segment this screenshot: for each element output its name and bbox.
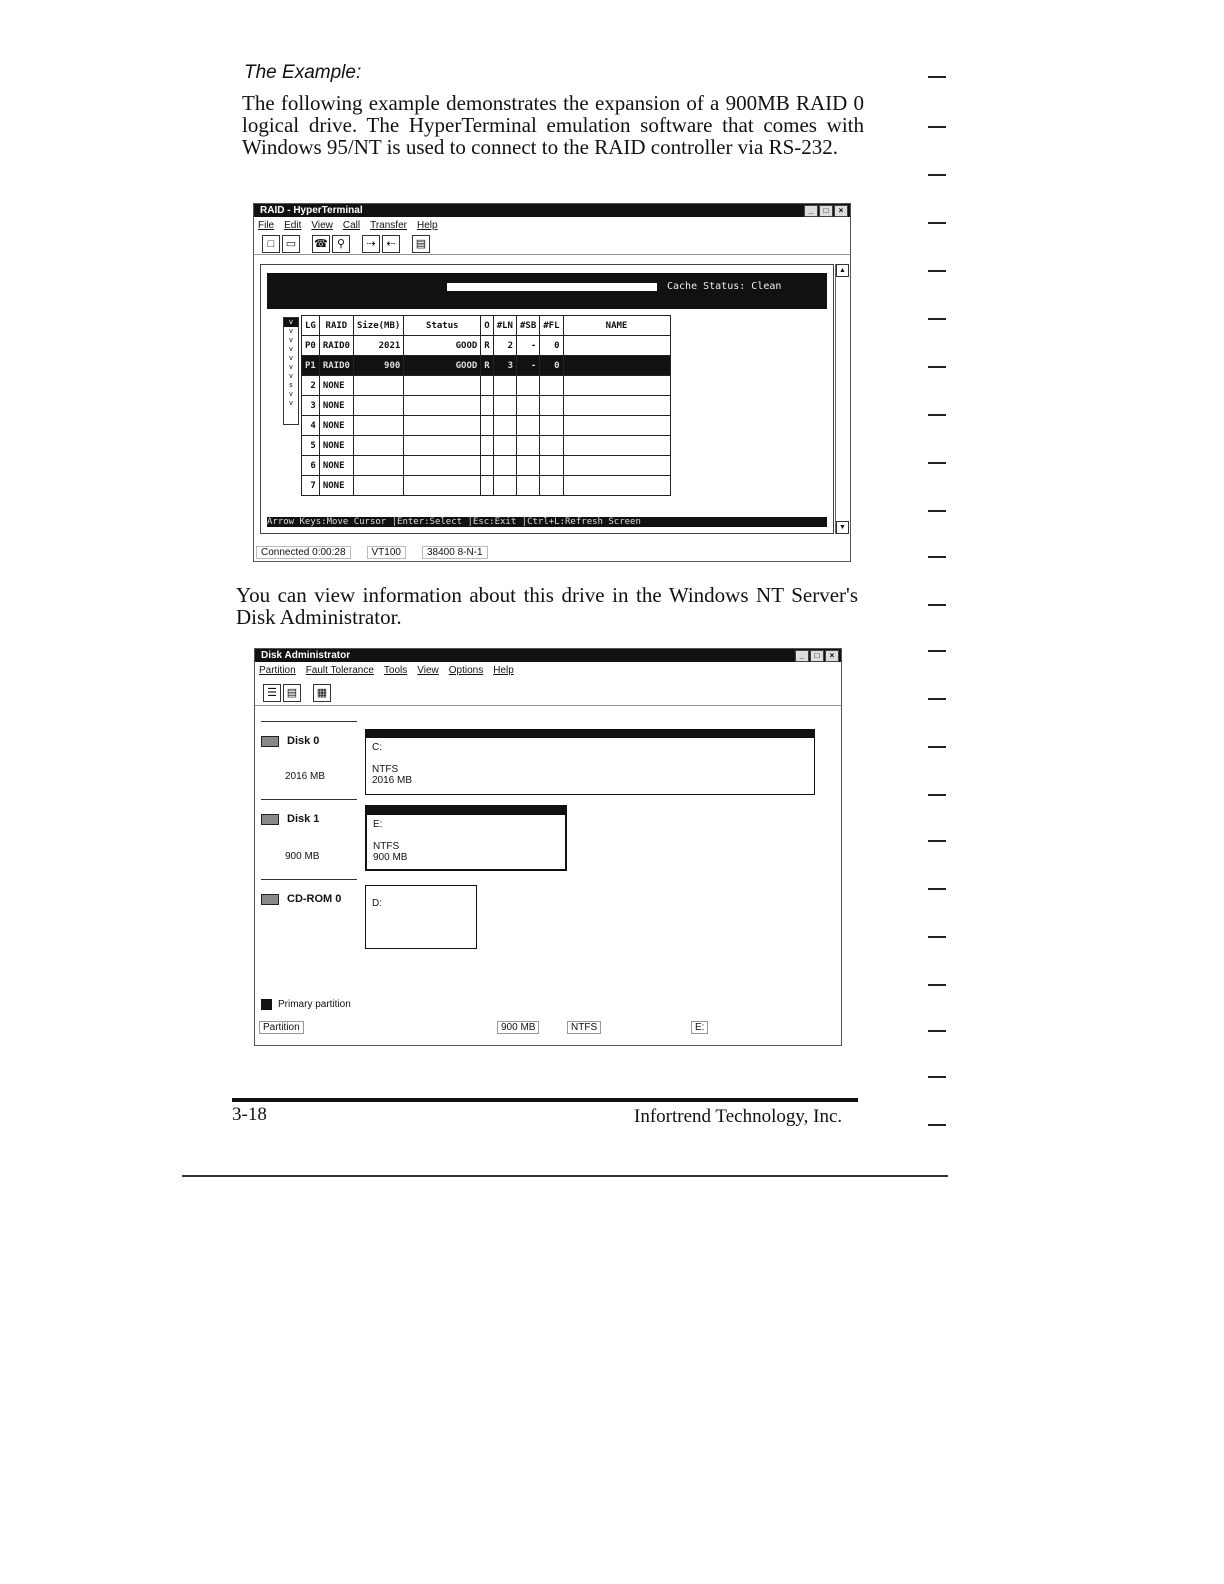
disk-0-label[interactable]: Disk 0 [261, 735, 319, 747]
margin-mark [928, 840, 946, 842]
terminal-key-help: Arrow Keys:Move Cursor |Enter:Select |Esc:Exit |Ctrl+L:Refresh Screen [267, 517, 827, 527]
volumes-view-icon[interactable]: ☰ [263, 684, 281, 702]
cdrom-icon [261, 894, 279, 905]
margin-mark [928, 1076, 946, 1078]
cdrom-0-label[interactable]: CD-ROM 0 [261, 893, 341, 905]
footer-rule [232, 1098, 858, 1102]
receive-file-icon[interactable]: ⇠ [382, 235, 400, 253]
example-heading: The Example: [244, 62, 362, 83]
table-row[interactable]: 7 NONE [302, 476, 671, 496]
window-title: RAID - HyperTerminal [260, 205, 363, 216]
port-settings: 38400 8-N-1 [422, 546, 488, 559]
margin-mark [928, 366, 946, 368]
col-o: O [481, 316, 493, 336]
margin-mark [928, 76, 946, 78]
side-strip-item: v [284, 318, 298, 327]
margin-mark [928, 556, 946, 558]
margin-mark [928, 1124, 946, 1126]
hard-disk-icon [261, 736, 279, 747]
col-name: NAME [563, 316, 670, 336]
open-folder-icon[interactable]: ▭ [282, 235, 300, 253]
menu-call[interactable]: Call [342, 219, 361, 231]
disk-view-icon[interactable]: ▤ [283, 684, 301, 702]
margin-mark [928, 746, 946, 748]
page-number: 3-18 [232, 1104, 267, 1125]
table-row[interactable]: 2 NONE [302, 376, 671, 396]
margin-mark [928, 270, 946, 272]
maximize-button[interactable]: □ [810, 650, 824, 662]
col-fl: #FL [540, 316, 563, 336]
side-strip-item: s [288, 381, 294, 389]
scroll-up-arrow-icon[interactable]: ▲ [836, 264, 849, 277]
disk-admin-paragraph: You can view information about this drive in the Windows NT Server's Disk Administrator. [236, 583, 858, 629]
col-size: Size(MB) [353, 316, 403, 336]
margin-mark [928, 414, 946, 416]
emulation-type: VT100 [367, 546, 406, 559]
col-lg: LG [302, 316, 320, 336]
hard-disk-icon [261, 814, 279, 825]
side-strip-item: v [288, 399, 294, 407]
side-strip-item: v [288, 354, 294, 362]
menu-options[interactable]: Options [448, 664, 484, 676]
legend-label: Primary partition [278, 999, 351, 1010]
menu-tools[interactable]: Tools [383, 664, 408, 676]
margin-mark [928, 510, 946, 512]
margin-mark [928, 888, 946, 890]
page-bottom-line [182, 1175, 948, 1177]
table-header-row [302, 316, 671, 336]
partition-e-selected[interactable]: E: NTFS 900 MB [365, 805, 567, 871]
connect-icon[interactable]: ☎ [312, 235, 330, 253]
side-strip-item: v [288, 363, 294, 371]
margin-mark [928, 318, 946, 320]
col-status: Status [404, 316, 481, 336]
terminal-header [267, 273, 827, 309]
status-size: 900 MB [497, 1021, 539, 1034]
menu-file[interactable]: File [258, 219, 275, 231]
terminal-screen[interactable] [260, 264, 834, 534]
menu-view[interactable]: View [417, 664, 439, 676]
table-row[interactable]: 6 NONE [302, 456, 671, 476]
col-raid: RAID [319, 316, 353, 336]
company-name: Infortrend Technology, Inc. [634, 1106, 843, 1127]
hyperterminal-window [253, 203, 851, 562]
new-file-icon[interactable]: □ [262, 235, 280, 253]
table-row[interactable]: P0 RAID0 2021 GOOD R 2 - 0 [302, 336, 671, 356]
maximize-button[interactable]: □ [819, 205, 833, 217]
disk-1-label[interactable]: Disk 1 [261, 813, 319, 825]
disk-administrator-window [254, 648, 842, 1046]
menu-fault-tolerance[interactable]: Fault Tolerance [305, 664, 374, 676]
close-button[interactable]: × [825, 650, 839, 662]
menu-partition[interactable]: Partition [259, 664, 296, 676]
menu-edit[interactable]: Edit [284, 219, 302, 231]
margin-mark [928, 1030, 946, 1032]
cache-status: Cache Status: Clean [667, 281, 782, 292]
disk-1-size: 900 MB [285, 851, 320, 862]
window-title: Disk Administrator [261, 650, 351, 661]
margin-mark [928, 174, 946, 176]
disconnect-icon[interactable]: ⚲ [332, 235, 350, 253]
table-row[interactable]: 4 NONE [302, 416, 671, 436]
properties-icon[interactable]: ▦ [313, 684, 331, 702]
margin-mark [928, 936, 946, 938]
primary-partition-swatch [261, 999, 272, 1010]
margin-mark [928, 698, 946, 700]
logical-drive-table [301, 315, 671, 496]
menu-transfer[interactable]: Transfer [370, 219, 407, 231]
legend [261, 999, 351, 1010]
partition-d[interactable]: D: [365, 885, 477, 949]
side-menu-strip [283, 317, 299, 425]
menu-help[interactable]: Help [493, 664, 514, 676]
margin-mark [928, 650, 946, 652]
col-sb: #SB [516, 316, 539, 336]
status-filesystem: NTFS [567, 1021, 601, 1034]
close-button[interactable]: × [834, 205, 848, 217]
hyperterminal-titlebar [254, 204, 850, 217]
col-ln: #LN [493, 316, 516, 336]
margin-mark [928, 222, 946, 224]
status-drive-letter: E: [691, 1021, 708, 1034]
table-row[interactable]: 3 NONE [302, 396, 671, 416]
side-strip-item: v [288, 327, 294, 335]
disk-admin-statusbar [259, 1021, 837, 1035]
table-row[interactable]: 5 NONE [302, 436, 671, 456]
minimize-button[interactable]: _ [795, 650, 809, 662]
disk-admin-titlebar [255, 649, 841, 662]
disk-admin-toolbar [255, 681, 841, 706]
side-strip-item: v [288, 336, 294, 344]
margin-mark [928, 604, 946, 606]
side-strip-item: v [288, 345, 294, 353]
minimize-button[interactable]: _ [804, 205, 818, 217]
table-row-selected[interactable]: P1 RAID0 900 GOOD R 3 - 0 [302, 356, 671, 376]
hyperterminal-toolbar [254, 234, 850, 255]
hyperterminal-statusbar [254, 545, 850, 559]
menu-help[interactable]: Help [416, 219, 438, 231]
send-file-icon[interactable]: ⇢ [362, 235, 380, 253]
properties-icon[interactable]: ▤ [412, 235, 430, 253]
intro-paragraph: The following example demonstrates the expansion of a 900MB RAID 0 logical drive. The HyperTerminal emulation software that comes with Windows 95/NT is used to connect to the RAID controller via RS-232. [242, 91, 864, 159]
menu-view[interactable]: View [311, 219, 333, 231]
disk-0-size: 2016 MB [285, 771, 326, 782]
connection-time: Connected 0:00:28 [256, 546, 351, 559]
hyperterminal-menubar [254, 217, 850, 233]
vertical-scrollbar[interactable] [835, 264, 848, 534]
side-strip-item: v [288, 390, 294, 398]
margin-mark [928, 794, 946, 796]
status-partition: Partition [259, 1021, 304, 1034]
scroll-down-arrow-icon[interactable]: ▼ [836, 521, 849, 534]
margin-mark [928, 462, 946, 464]
disk-admin-menubar [255, 662, 841, 678]
side-strip-item: v [288, 372, 294, 380]
partition-c[interactable]: C: NTFS 2016 MB [365, 729, 815, 795]
margin-mark [928, 126, 946, 128]
margin-mark [928, 984, 946, 986]
